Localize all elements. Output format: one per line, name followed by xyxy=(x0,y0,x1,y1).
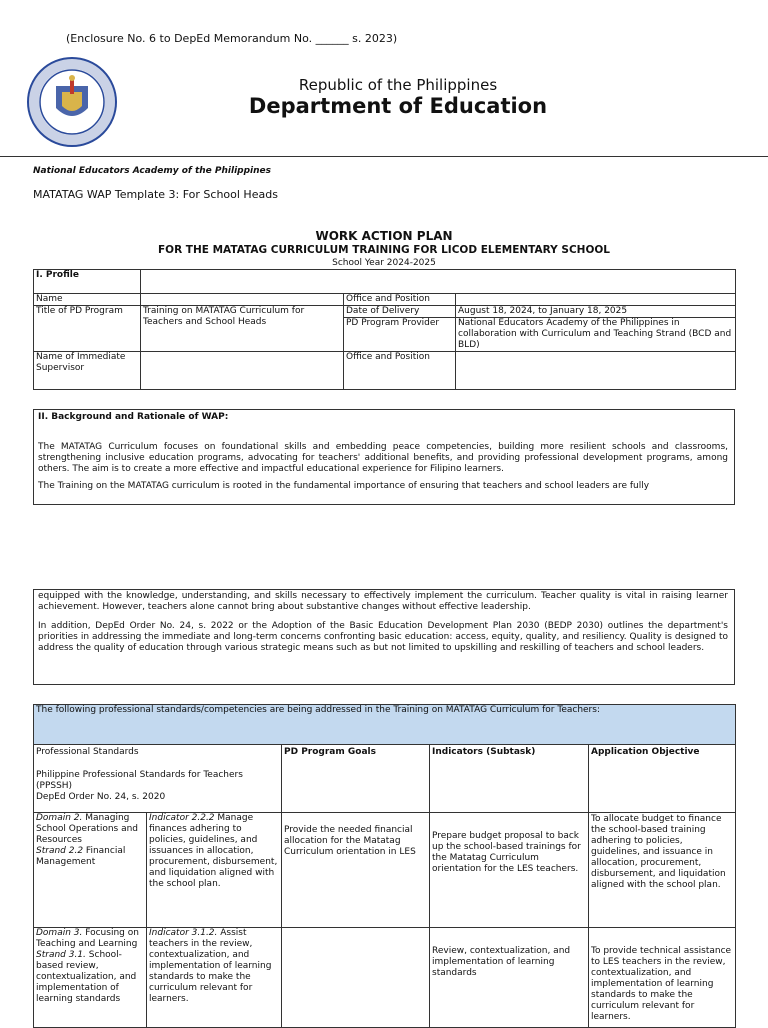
date-label: Date of Delivery xyxy=(344,306,456,318)
domain-label: Domain 3. xyxy=(36,928,83,938)
title-value: Training on MATATAG Curriculum for Teachers and School Heads xyxy=(141,306,344,352)
header-standards-line-2: Philippine Professional Standards for Teachers (PPSSH) xyxy=(36,770,243,791)
objective-cell: To provide technical assistance to LES teachers in the review, contextualization, and implementation of learning standards to make the curriculum relevant for learners. xyxy=(589,928,736,1028)
background-paragraph-4: In addition, DepEd Order No. 24, s. 2022 or the Adoption of the Basic Education Development Plan 2030 (BEDP 2030) outlines the department's priorities in addressing the immediate and long-term concerns confronting basic education: access, equity, quality, and resiliency. Quality is designed to address the quality of education through various strategic means such as but not limited to upskilling and reskilling of teachers and school leaders. xyxy=(38,621,728,653)
profile-table xyxy=(33,269,736,390)
indicator-cell xyxy=(147,813,282,928)
header-professional-standards xyxy=(34,745,282,813)
header-indicators: Indicators (Subtask) xyxy=(430,745,589,813)
date-value: August 18, 2024, to January 18, 2025 xyxy=(456,306,736,318)
objective-cell: To allocate budget to finance the school-based training adhering to policies, guidelines, and issuance in allocation, procurement, disbursement, and liquidation aligned with the school plan. xyxy=(589,813,736,928)
indicator-label: Indicator 3.1.2. xyxy=(149,928,218,938)
background-box-top xyxy=(33,409,735,505)
indicator-cell xyxy=(147,928,282,1028)
header-objective: Application Objective xyxy=(589,745,736,813)
supervisor-office-label: Office and Position xyxy=(344,352,456,390)
office-label: Office and Position xyxy=(344,294,456,306)
domain-text: Focusing on Teaching and Learning xyxy=(36,928,139,949)
indicator-text: Manage finances adhering to policies, guidelines, and issuances in allocation, procurement, disbursement, and liquidation aligned with the school plan. xyxy=(149,813,278,889)
provider-value: National Educators Academy of the Philippines in collaboration with Curriculum and Teaching Strand (BCD and BLD) xyxy=(456,318,736,352)
indicator-label: Indicator 2.2.2 xyxy=(149,813,215,823)
enclosure-note: (Enclosure No. 6 to DepEd Memorandum No. ______ s. 2023) xyxy=(66,32,398,45)
background-paragraph-1: The MATATAG Curriculum focuses on foundational skills and embedding peace competencies, building more resilient schools and classrooms, strengthening inclusive education programs, advocating for teachers' additional benefits, and providing professional development programs, among others. The aim is to create a more effective and impactful educational experience for Filipino learners. xyxy=(38,442,728,474)
plan-title: WORK ACTION PLAN xyxy=(315,229,453,243)
strand-label: Strand 3.1. xyxy=(36,950,86,960)
domain-label: Domain 2. xyxy=(36,813,83,823)
department-heading: Department of Education xyxy=(248,94,548,118)
template-title: MATATAG WAP Template 3: For School Heads xyxy=(33,188,278,201)
domain-cell xyxy=(34,813,147,928)
strand-text: Financial Management xyxy=(36,846,126,867)
academy-name: National Educators Academy of the Philippines xyxy=(33,166,271,176)
provider-label: PD Program Provider xyxy=(344,318,456,352)
header-divider xyxy=(0,156,768,157)
header-goals: PD Program Goals xyxy=(282,745,430,813)
header-standards-line-1: Professional Standards xyxy=(36,747,139,757)
background-paragraph-2: The Training on the MATATAG curriculum is rooted in the fundamental importance of ensuring that teachers and school leaders are fully xyxy=(38,481,650,491)
name-value xyxy=(141,294,344,306)
table-row xyxy=(34,928,736,1028)
table-row xyxy=(34,813,736,928)
title-label: Title of PD Program xyxy=(34,306,141,352)
indicator-text: Assist teachers in the review, contextualization, and implementation of learning standards to make the curriculum relevant for learners. xyxy=(149,928,272,1004)
profile-blank xyxy=(141,270,736,294)
profile-section-title: I. Profile xyxy=(34,270,141,294)
subtask-cell: Prepare budget proposal to back up the school-based trainings for the Matatag Curriculum orientation for the LES teachers. xyxy=(430,813,589,928)
strand-text: School-based review, contextualization, and implementation of learning standards xyxy=(36,950,137,1004)
supervisor-value xyxy=(141,352,344,390)
goal-cell xyxy=(282,928,430,1028)
supervisor-label: Name of Immediate Supervisor xyxy=(34,352,141,390)
domain-text: Managing School Operations and Resources xyxy=(36,813,139,845)
republic-heading: Republic of the Philippines xyxy=(298,76,498,94)
subtask-cell: Review, contextualization, and implementation of learning standards xyxy=(430,928,589,1028)
domain-cell xyxy=(34,928,147,1028)
background-paragraph-3: equipped with the knowledge, understanding, and skills necessary to effectively implement the curriculum. Teacher quality is vital in raising learner achievement. However, teachers alone cannot bring about substantive changes without effective leadership. xyxy=(38,591,728,612)
header-standards-line-3: DepEd Order No. 24, s. 2020 xyxy=(36,792,166,802)
plan-subtitle: FOR THE MATATAG CURRICULUM TRAINING FOR LICOD ELEMENTARY SCHOOL xyxy=(157,244,611,256)
school-year: School Year 2024-2025 xyxy=(332,258,436,268)
strand-label: Strand 2.2 xyxy=(36,846,84,856)
office-value xyxy=(456,294,736,306)
background-box-bottom xyxy=(33,589,735,685)
standards-intro: The following professional standards/competencies are being addressed in the Training on MATATAG Curriculum for Teachers: xyxy=(34,705,736,745)
standards-table xyxy=(33,704,736,1028)
supervisor-office-value xyxy=(456,352,736,390)
name-label: Name xyxy=(34,294,141,306)
background-section-title: II. Background and Rationale of WAP: xyxy=(38,412,229,422)
goal-cell: Provide the needed financial allocation for the Matatag Curriculum orientation in LES xyxy=(282,813,430,928)
